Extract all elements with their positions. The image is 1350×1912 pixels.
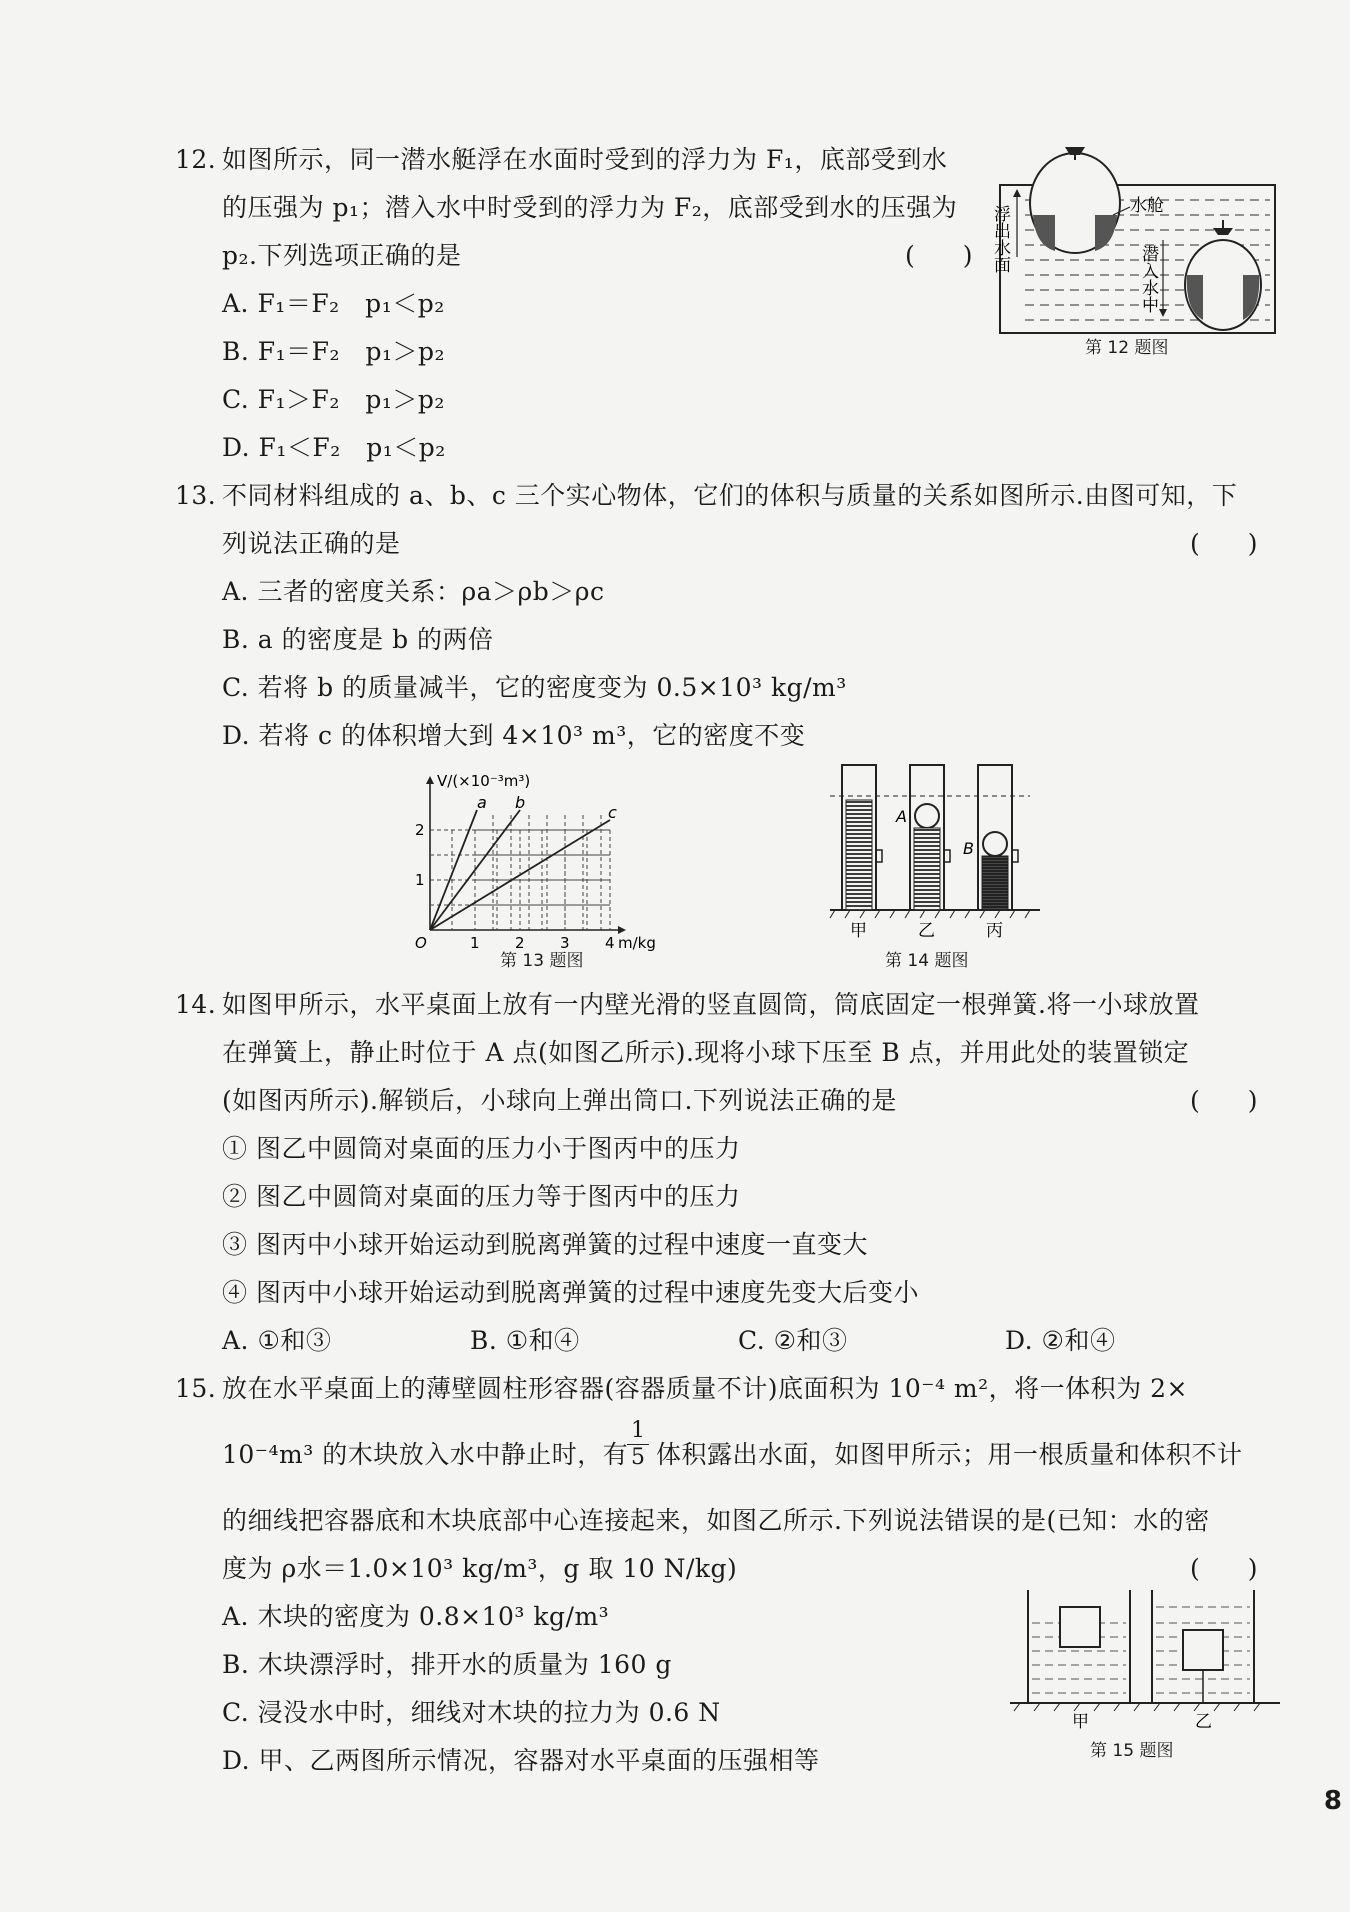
q13-origin: O: [415, 934, 427, 952]
q13-option-a: A. 三者的密度关系：ρa＞ρb＞ρc: [222, 577, 605, 606]
q12-tank-label: 水舱: [1130, 196, 1164, 216]
q13-answer-paren: ( ): [1190, 529, 1278, 558]
q15-figure: [1010, 1585, 1280, 1735]
q13-xtick-3: 3: [560, 934, 570, 952]
q14-label-bing: 丙: [986, 921, 1003, 941]
q14-label-yi: 乙: [918, 921, 935, 941]
q13-graph: [415, 770, 680, 952]
q12-figure-caption: 第 12 题图: [1085, 338, 1169, 358]
q14-label-jia: 甲: [850, 921, 867, 941]
q12-sub-label: 潜入水中: [1138, 245, 1158, 313]
q13-ytick-1: 1: [415, 871, 425, 889]
q14-statement-3: ③ 图丙中小球开始运动到脱离弹簧的过程中速度一直变大: [222, 1230, 868, 1259]
q15-fraction: [627, 1418, 649, 1471]
q12-float-label: 浮出水面: [990, 205, 1010, 273]
q15-line-2a: 10⁻⁴m³ 的木块放入水中静止时，有: [222, 1440, 629, 1469]
q13-option-b: B. a 的密度是 b 的两倍: [222, 625, 494, 654]
q12-option-b: B. F₁＝F₂ p₁＞p₂: [222, 337, 446, 366]
q13-option-d: D. 若将 c 的体积增大到 4×10³ m³，它的密度不变: [222, 721, 806, 750]
q13-series-b: b: [515, 793, 526, 812]
q15-line-4: 度为 ρ水＝1.0×10³ kg/m³，g 取 10 N/kg): [222, 1554, 738, 1583]
q13-xtick-1: 1: [470, 934, 480, 952]
q15-number: 15.: [175, 1374, 217, 1403]
q12-line-2: 的压强为 p₁；潜入水中时受到的浮力为 F₂，底部受到水的压强为: [222, 193, 958, 222]
q12-option-d: D. F₁＜F₂ p₁＜p₂: [222, 433, 446, 462]
q15-option-c: C. 浸没水中时，细线对木块的拉力为 0.6 N: [222, 1698, 721, 1727]
q15-frac-num: 1: [627, 1418, 649, 1445]
q15-option-d: D. 甲、乙两图所示情况，容器对水平桌面的压强相等: [222, 1746, 820, 1775]
q15-label-yi: 乙: [1195, 1712, 1212, 1732]
q15-line-1: 放在水平桌面上的薄壁圆柱形容器(容器质量不计)底面积为 10⁻⁴ m²，将一体积为 2×: [222, 1374, 1188, 1403]
q15-line-3: 的细线把容器底和木块底部中心连接起来，如图乙所示.下列说法错误的是(已知：水的密: [222, 1506, 1210, 1535]
q14-figure-caption: 第 14 题图: [885, 951, 969, 971]
q14-statement-4: ④ 图丙中小球开始运动到脱离弹簧的过程中速度先变大后变小: [222, 1278, 919, 1307]
q13-series-a: a: [477, 793, 487, 812]
q12-line-1: 如图所示，同一潜水艇浮在水面时受到的浮力为 F₁，底部受到水: [222, 145, 948, 174]
q14-point-a: A: [896, 807, 907, 826]
q12-line-3: p₂.下列选项正确的是: [222, 241, 462, 270]
q13-series-c: c: [608, 803, 617, 822]
q15-option-b: B. 木块漂浮时，排开水的质量为 160 g: [222, 1650, 672, 1679]
q13-figure-caption: 第 13 题图: [500, 951, 584, 971]
q14-statement-1: ① 图乙中圆筒对桌面的压力小于图丙中的压力: [222, 1134, 741, 1163]
q14-option-c: C. ②和③: [738, 1326, 848, 1355]
q15-figure-caption: 第 15 题图: [1090, 1741, 1174, 1761]
q13-line-2: 列说法正确的是: [222, 529, 401, 558]
q13-number: 13.: [175, 481, 217, 510]
q13-xtick-4: 4: [605, 934, 615, 952]
q13-ylabel: V/(×10⁻³m³): [437, 772, 531, 790]
q13-ytick-2: 2: [415, 821, 425, 839]
q14-line-1: 如图甲所示，水平桌面上放有一内壁光滑的竖直圆筒，筒底固定一根弹簧.将一小球放置: [222, 990, 1200, 1019]
q14-option-b: B. ①和④: [470, 1326, 580, 1355]
q14-answer-paren: ( ): [1190, 1086, 1278, 1115]
q15-option-a: A. 木块的密度为 0.8×10³ kg/m³: [222, 1602, 610, 1631]
q13-xlabel: m/kg: [618, 934, 656, 952]
q14-figure: [830, 760, 1040, 945]
q14-number: 14.: [175, 990, 217, 1019]
q13-option-c: C. 若将 b 的质量减半，它的密度变为 0.5×10³ kg/m³: [222, 673, 847, 702]
q14-option-d: D. ②和④: [1005, 1326, 1116, 1355]
q12-number: 12.: [175, 145, 217, 174]
q15-label-jia: 甲: [1072, 1712, 1089, 1732]
q14-line-2: 在弹簧上，静止时位于 A 点(如图乙所示).现将小球下压至 B 点，并用此处的装置锁定: [222, 1038, 1190, 1067]
q14-line-3: (如图丙所示).解锁后，小球向上弹出筒口.下列说法正确的是: [222, 1086, 897, 1115]
page-number: 8: [1323, 1786, 1342, 1816]
q14-point-b: B: [963, 839, 974, 858]
q15-line-2b: 体积露出水面，如图甲所示；用一根质量和体积不计: [656, 1440, 1243, 1469]
q15-answer-paren: ( ): [1190, 1554, 1278, 1583]
q12-option-a: A. F₁＝F₂ p₁＜p₂: [222, 289, 445, 318]
q13-line-1: 不同材料组成的 a、b、c 三个实心物体，它们的体积与质量的关系如图所示.由图可知，下: [222, 481, 1238, 510]
q13-xtick-2: 2: [515, 934, 525, 952]
q14-statement-2: ② 图乙中圆筒对桌面的压力等于图丙中的压力: [222, 1182, 741, 1211]
q12-option-c: C. F₁＞F₂ p₁＞p₂: [222, 385, 445, 414]
q12-answer-paren: ( ): [905, 241, 993, 270]
q12-figure: [990, 145, 1280, 335]
q14-option-a: A. ①和③: [222, 1326, 332, 1355]
q15-frac-den: 5: [631, 1445, 645, 1470]
